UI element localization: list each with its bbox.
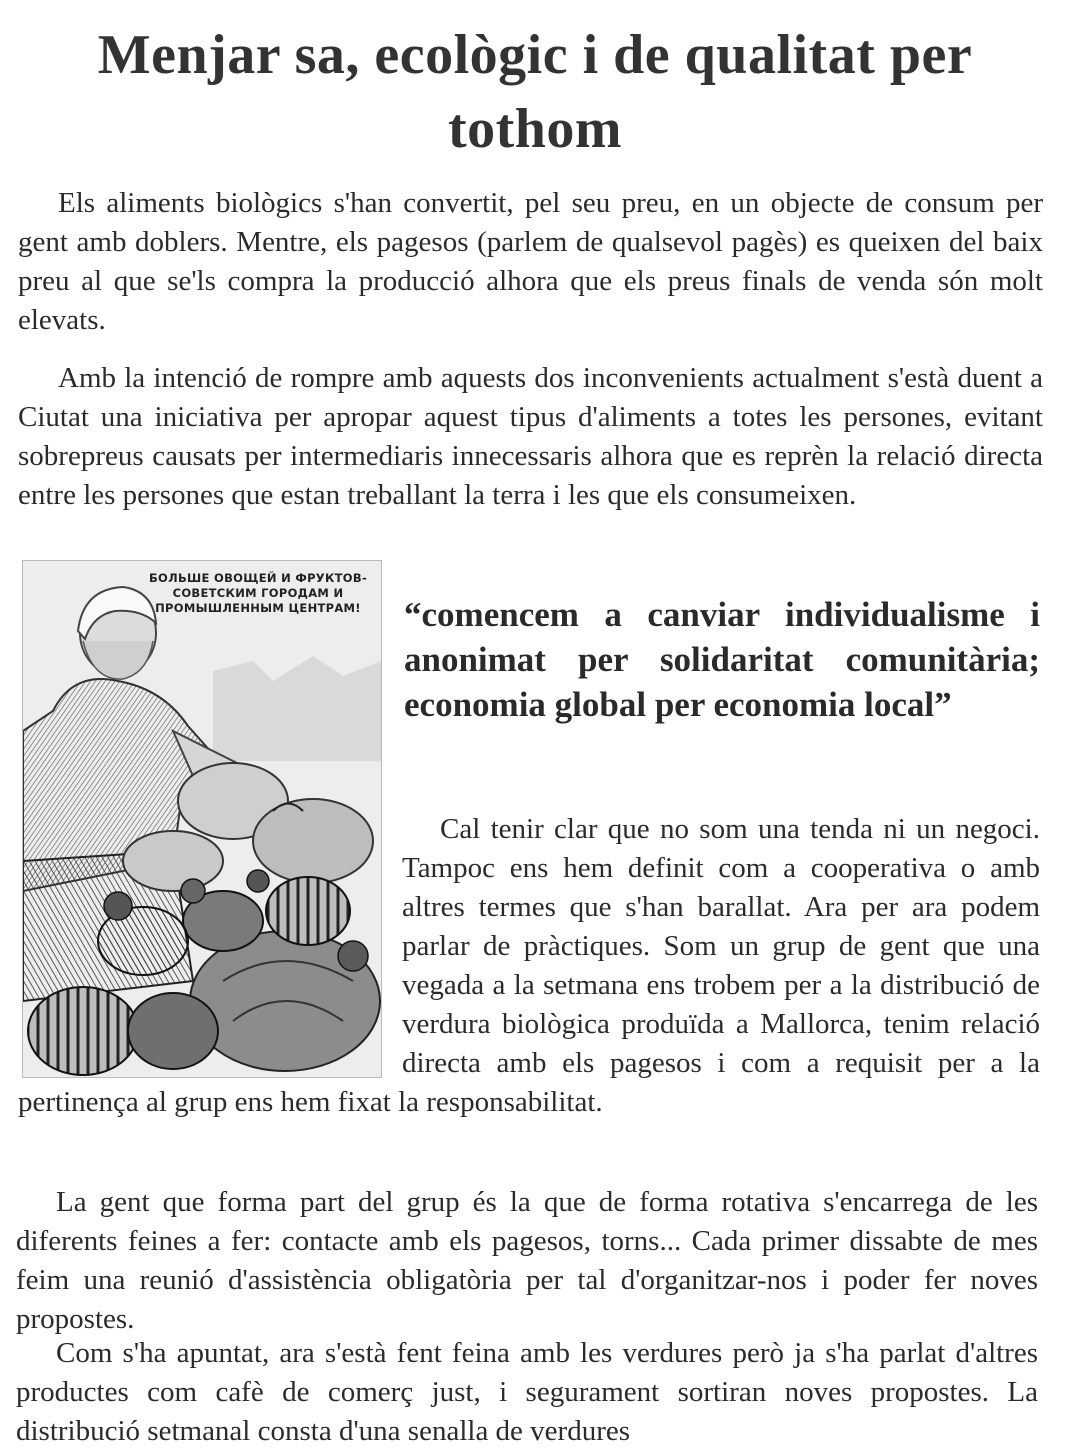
paragraph-practices-block — [18, 810, 1040, 1122]
poster-caption-line: БОЛЬШЕ ОВОЩЕЙ И ФРУКТОВ- — [148, 571, 368, 585]
paragraph-intro: Els aliments biològics s'han convertit, pel seu preu, en un objecte de consum per gent amb doblers. Mentre, els pagesos (parlem de qualsevol pagès) es queixen del baix preu al que se'ls compra la producció alhora que els preus finals de venda són molt elevats. — [18, 187, 1043, 336]
image-wrap-spacer — [18, 810, 402, 1080]
poster-caption-line: ПРОМЫШЛЕННЫМ ЦЕНТРАМ! — [155, 601, 361, 615]
pull-quote: “comencem a canviar individualisme i anonimat per solidaritat comunitària; economia global per economia local” — [404, 595, 1040, 724]
paragraph-initiative: Amb la intenció de rompre amb aquests dos inconvenients actualment s'està duent a Ciutat una iniciativa per apropar aquest tipus d'aliments a totes les persones, evitant sobrepreus causats per intermediaris innecessaris alhora que es reprèn la relació directa entre les persones que estan treballant la terra i les que els consumeixen. — [18, 362, 1043, 511]
article-title: Menjar sa, ecològic i de qualitat per tothom — [97, 24, 973, 160]
paragraph-group: La gent que forma part del grup és la que de forma rotativa s'encarrega de les diferents feines a fer: contacte amb els pagesos, torns... Cada primer dissabte de mes feim una reunió d'assistència obligatòria per tal d'organitzar-nos i poder fer noves propostes. — [16, 1186, 1038, 1335]
paragraph-products: Com s'ha apuntat, ara s'està fent feina amb les verdures però ja s'ha parlat d'altres productes com cafè de comerç just, i segurament sortiran noves propostes. La distribució setmanal consta d'una senalla de verdures — [16, 1337, 1038, 1447]
paragraph-practices-text: Cal tenir clar que no som una tenda ni un negoci. Tampoc ens hem definit com a cooperativa o amb altres termes que s'han barallat. Ara per ara podem parlar de pràctiques. Som un grup de gent que una vegada a la setmana ens trobem per a la distribució de verdura biològica produïda a Mallorca, tenim relació directa amb els pagesos i com a requisit per a la pertinença al grup ens hem fixat la responsabilitat. — [18, 813, 1040, 1118]
poster-caption-line: СОВЕТСКИМ ГОРОДАМ И — [172, 586, 344, 600]
poster-caption — [133, 571, 382, 616]
